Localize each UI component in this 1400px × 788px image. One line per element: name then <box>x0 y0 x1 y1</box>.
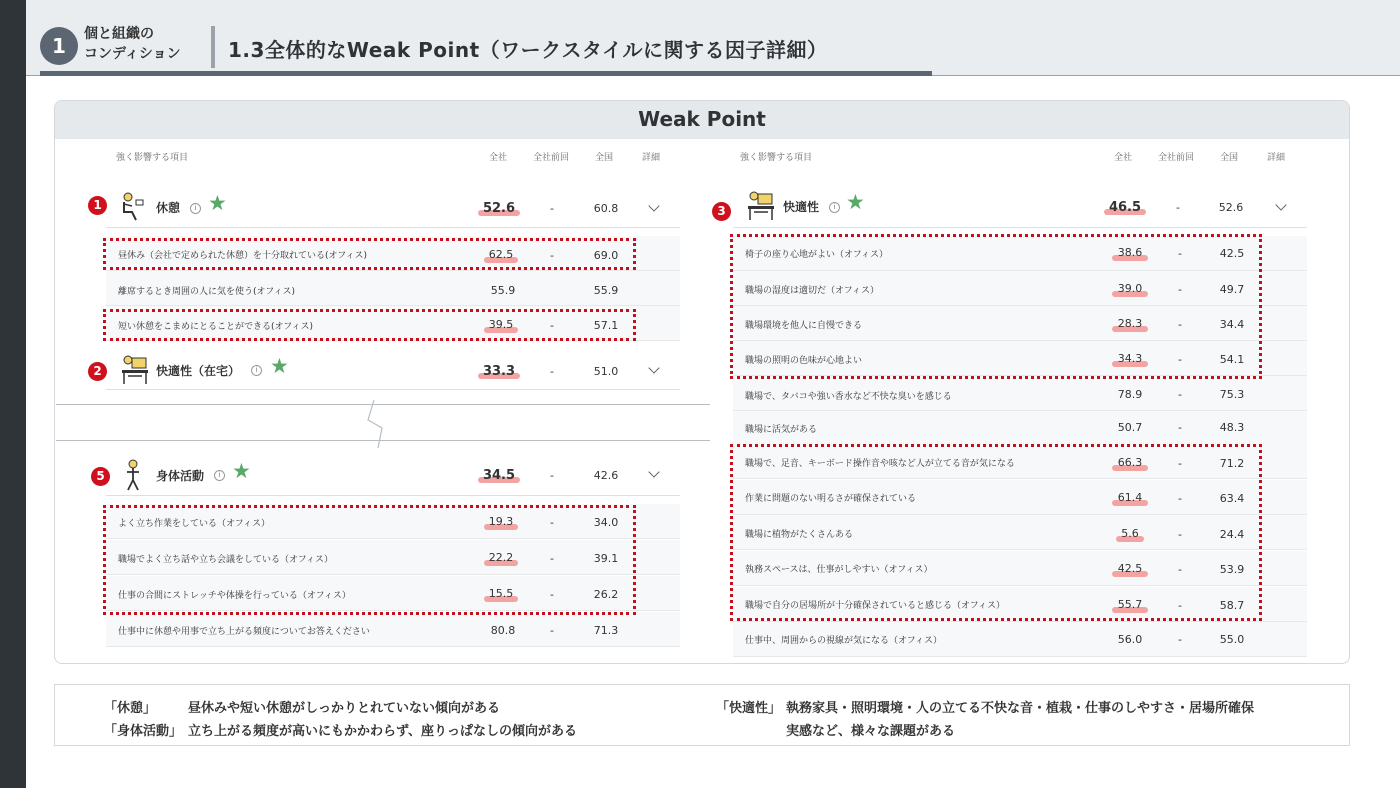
section-name: 個と組織の コンディション <box>84 26 181 62</box>
prev-score: - <box>1178 599 1182 612</box>
colhead-company-left: 全社 <box>489 153 508 163</box>
colhead-national-left: 全国 <box>595 153 614 163</box>
national-score: 26.2 <box>593 588 619 601</box>
item-label: 職場で、足音、キーボード操作音や咳など人が立てる音が気になる <box>745 459 1015 469</box>
national-score: 34.0 <box>593 516 619 529</box>
company-score: 80.8 <box>490 624 516 637</box>
colhead-company-right: 全社 <box>1114 153 1133 163</box>
note-comfort-text-1: 執務家具・照明環境・人の立てる不快な音・植栽・仕事のしやすさ・居場所確保 <box>786 701 1255 716</box>
prev-score: - <box>550 516 554 529</box>
prev-score: - <box>550 202 554 215</box>
header-underline <box>40 71 932 76</box>
company-score: 78.9 <box>1117 388 1143 401</box>
item-label: 仕事中、周囲からの視線が気になる（オフィス） <box>745 636 943 646</box>
prev-score: - <box>1178 528 1182 541</box>
prev-score: - <box>1176 201 1180 214</box>
company-score: 19.3 <box>488 515 514 528</box>
info-icon[interactable]: i <box>251 365 262 376</box>
highlight-box <box>103 309 636 341</box>
national-score: 49.7 <box>1219 283 1245 296</box>
colhead-item-left: 強く影響する項目 <box>116 153 189 163</box>
company-score: 33.3 <box>482 364 516 379</box>
item-label: 職場の照明の色味が心地よい <box>745 356 863 366</box>
desk-worker-icon <box>120 354 150 390</box>
company-score: 42.5 <box>1117 562 1143 575</box>
break-marker <box>364 398 388 450</box>
prev-score: - <box>1178 457 1182 470</box>
company-score: 28.3 <box>1117 317 1143 330</box>
info-icon[interactable]: i <box>214 470 225 481</box>
highlight-box <box>103 505 636 615</box>
star-icon: ★ <box>846 190 865 214</box>
page-title: 1.3全体的なWeak Point（ワークスタイルに関する因子詳細） <box>228 38 828 62</box>
national-score: 42.6 <box>593 469 619 482</box>
info-icon[interactable]: i <box>829 202 840 213</box>
star-icon: ★ <box>232 459 251 483</box>
group-number-5: 5 <box>91 467 110 486</box>
note-rest-text: 昼休みや短い休憩がしっかりとれていない傾向がある <box>188 701 501 716</box>
company-score: 34.5 <box>482 468 516 483</box>
prev-score: - <box>1178 353 1182 366</box>
prev-score: - <box>550 469 554 482</box>
note-comfort-tag: 「快適性」 <box>716 701 782 716</box>
group-number-2: 2 <box>88 362 107 381</box>
national-score: 69.0 <box>593 249 619 262</box>
national-score: 55.9 <box>593 284 619 297</box>
group-label-comfort-home: 快適性（在宅） <box>156 364 241 378</box>
company-score: 34.3 <box>1117 352 1143 365</box>
colhead-item-right: 強く影響する項目 <box>740 153 813 163</box>
national-score: 48.3 <box>1219 421 1245 434</box>
national-score: 42.5 <box>1219 247 1245 260</box>
colhead-detail-left: 詳細 <box>642 153 661 163</box>
item-label: 椅子の座り心地がよい（オフィス） <box>745 250 889 260</box>
item-label: 職場に植物がたくさんある <box>745 530 854 540</box>
group-label-comfort: 快適性 <box>783 200 820 214</box>
item-label: 昼休み（会社で定められた休憩）を十分取れている(オフィス) <box>118 251 368 261</box>
item-label: 離席するとき周囲の人に気を使う(オフィス) <box>118 287 296 297</box>
company-score: 39.5 <box>488 318 514 331</box>
prev-score: - <box>550 365 554 378</box>
item-label: 職場の湿度は適切だ（オフィス） <box>745 286 880 296</box>
company-score: 50.7 <box>1117 421 1143 434</box>
prev-score: - <box>1178 421 1182 434</box>
company-score: 15.5 <box>488 587 514 600</box>
highlight-box <box>730 444 1262 621</box>
prev-score: - <box>1178 563 1182 576</box>
note-activity-text: 立ち上がる頻度が高いにもかかわらず、座りっぱなしの傾向がある <box>188 724 577 739</box>
item-label: よく立ち作業をしている（オフィス） <box>118 519 271 529</box>
national-score: 54.1 <box>1219 353 1245 366</box>
note-comfort-text-2: 実感など、様々な課題がある <box>786 724 956 739</box>
national-score: 39.1 <box>593 552 619 565</box>
company-score: 66.3 <box>1117 456 1143 469</box>
person-standing-icon <box>122 458 144 496</box>
national-score: 55.0 <box>1219 633 1245 646</box>
prev-score: - <box>1178 318 1182 331</box>
national-score: 75.3 <box>1219 388 1245 401</box>
prev-score: - <box>1178 388 1182 401</box>
note-activity-tag: 「身体活動」 <box>104 724 183 739</box>
desk-worker-icon <box>746 190 776 226</box>
prev-score: - <box>550 249 554 262</box>
group-number-3: 3 <box>712 202 731 221</box>
colhead-national-right: 全国 <box>1220 153 1239 163</box>
header-separator <box>211 26 215 68</box>
item-label: 職場でよく立ち話や立ち会議をしている（オフィス） <box>118 555 334 565</box>
company-score: 55.9 <box>490 284 516 297</box>
section-number-badge: 1 <box>40 27 78 65</box>
prev-score: - <box>550 588 554 601</box>
company-score: 38.6 <box>1117 246 1143 259</box>
highlight-box <box>730 234 1262 379</box>
prev-score: - <box>550 552 554 565</box>
note-rest-tag: 「休憩」 <box>104 701 157 716</box>
national-score: 58.7 <box>1219 599 1245 612</box>
prev-score: - <box>1178 633 1182 646</box>
company-score: 39.0 <box>1117 282 1143 295</box>
highlight-box <box>103 238 636 270</box>
company-score: 22.2 <box>488 551 514 564</box>
item-label: 職場で自分の居場所が十分確保されていると感じる（オフィス） <box>745 601 1006 611</box>
person-resting-icon <box>118 190 148 226</box>
star-icon: ★ <box>270 354 289 378</box>
item-label: 執務スペースは、仕事がしやすい（オフィス） <box>745 565 933 575</box>
national-score: 57.1 <box>593 319 619 332</box>
colhead-prev-right: 全社前回 <box>1158 153 1195 163</box>
national-score: 71.3 <box>593 624 619 637</box>
item-label: 作業に問題のない明るさが確保されている <box>745 494 917 504</box>
item-label: 職場に活気がある <box>745 425 818 435</box>
prev-score: - <box>1178 283 1182 296</box>
national-score: 60.8 <box>593 202 619 215</box>
national-score: 51.0 <box>593 365 619 378</box>
colhead-detail-right: 詳細 <box>1267 153 1286 163</box>
side-bar <box>0 0 26 788</box>
national-score: 53.9 <box>1219 563 1245 576</box>
national-score: 52.6 <box>1218 201 1244 214</box>
company-score: 56.0 <box>1117 633 1143 646</box>
item-label: 仕事の合間にストレッチや体操を行っている（オフィス） <box>118 591 351 601</box>
item-label: 職場環境を他人に自慢できる <box>745 321 863 331</box>
prev-score: - <box>550 319 554 332</box>
company-score: 62.5 <box>488 248 514 261</box>
company-score: 52.6 <box>482 201 516 216</box>
national-score: 34.4 <box>1219 318 1245 331</box>
company-score: 55.7 <box>1117 598 1143 611</box>
item-label: 短い休憩をこまめにとることができる(オフィス) <box>118 322 314 332</box>
group-number-1: 1 <box>88 196 107 215</box>
item-label: 仕事中に休憩や用事で立ち上がる頻度についてお答えください <box>118 627 370 637</box>
national-score: 71.2 <box>1219 457 1245 470</box>
prev-score: - <box>550 624 554 637</box>
item-label: 職場で、タバコや強い香水など不快な臭いを感じる <box>745 392 952 402</box>
national-score: 24.4 <box>1219 528 1245 541</box>
national-score: 63.4 <box>1219 492 1245 505</box>
company-score: 5.6 <box>1121 527 1139 540</box>
panel-title: Weak Point <box>55 101 1349 139</box>
prev-score: - <box>1178 247 1182 260</box>
star-icon: ★ <box>208 191 227 215</box>
company-score: 61.4 <box>1117 491 1143 504</box>
company-score: 46.5 <box>1108 200 1142 215</box>
group-label-rest: 休憩 <box>156 201 181 215</box>
colhead-prev-left: 全社前回 <box>533 153 570 163</box>
prev-score: - <box>1178 492 1182 505</box>
group-label-physical-activity: 身体活動 <box>156 469 205 483</box>
info-icon[interactable]: i <box>190 203 201 214</box>
